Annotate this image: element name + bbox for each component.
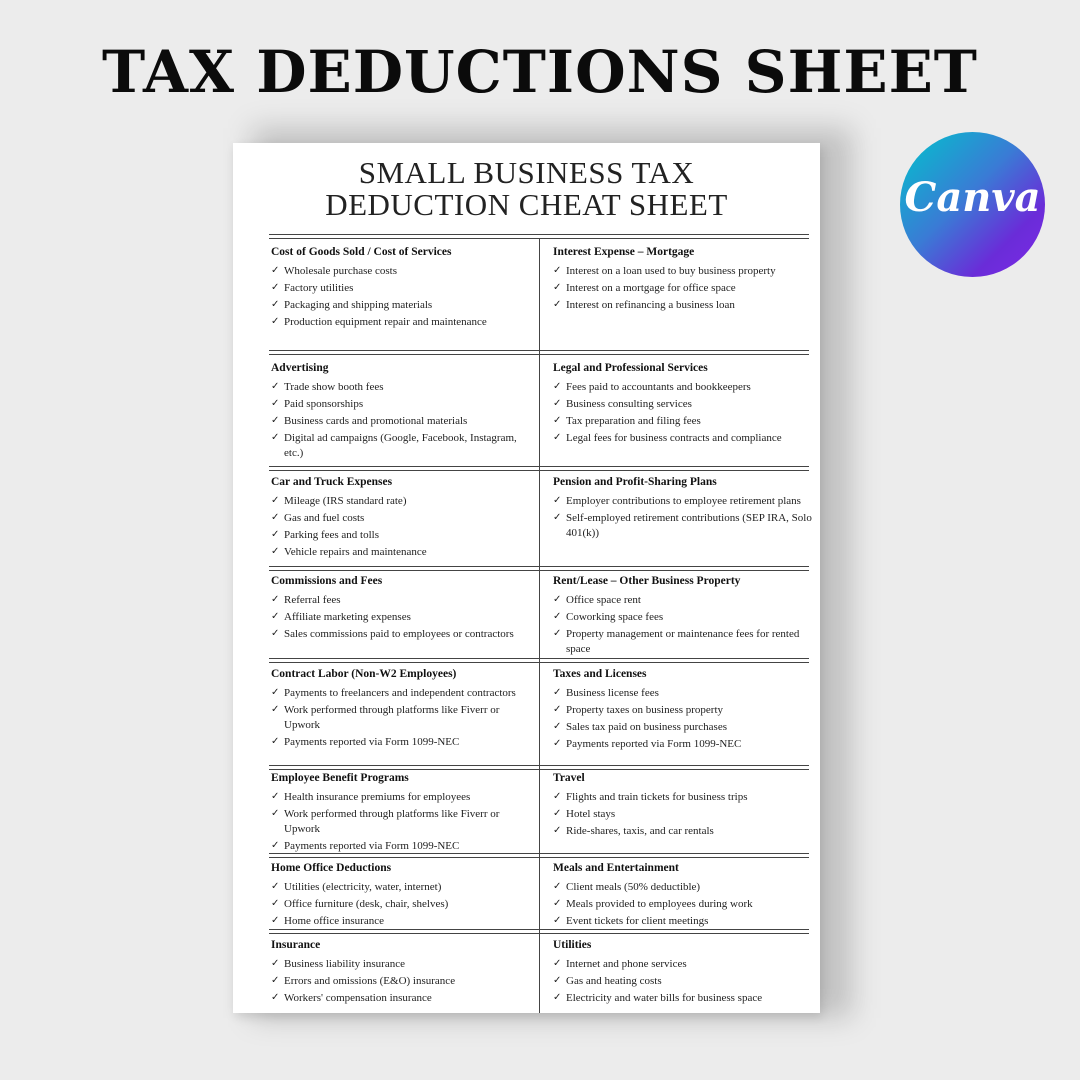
list-item — [271, 511, 533, 526]
section-heading: Meals and Entertainment — [553, 862, 679, 874]
check-icon: ✓ — [553, 594, 562, 605]
list-item-text: Affiliate marketing expenses — [284, 611, 411, 623]
section-interest-expense — [553, 246, 815, 315]
section-legal-professional — [553, 362, 815, 448]
deduction-list — [553, 880, 815, 929]
list-item-text: Business cards and promotional materials — [284, 415, 468, 427]
list-item-text: Workers' compensation insurance — [284, 992, 432, 1004]
list-item — [271, 735, 533, 750]
check-icon: ✓ — [271, 265, 280, 276]
list-item — [271, 627, 533, 642]
section-heading: Car and Truck Expenses — [271, 476, 393, 488]
list-item-text: Office furniture (desk, chair, shelves) — [284, 898, 449, 910]
deduction-list — [271, 686, 533, 749]
section-utilities — [553, 939, 815, 1008]
list-item — [553, 880, 815, 895]
list-item-text: Parking fees and tolls — [284, 529, 380, 541]
list-item — [271, 281, 533, 296]
list-item-text: Business consulting services — [566, 398, 692, 410]
section-home-office — [271, 862, 533, 931]
section-heading: Home Office Deductions — [271, 862, 392, 874]
check-icon: ✓ — [553, 881, 562, 892]
section-car-truck — [271, 476, 533, 562]
list-item-text: Electricity and water bills for business space — [566, 992, 763, 1004]
list-item-text: Hotel stays — [566, 808, 616, 820]
section-heading: Contract Labor (Non-W2 Employees) — [271, 668, 457, 680]
section-advertising — [271, 362, 533, 463]
deduction-list — [271, 593, 533, 642]
check-icon: ✓ — [271, 398, 280, 409]
list-item — [553, 914, 815, 929]
section-heading: Pension and Profit-Sharing Plans — [553, 476, 717, 488]
section-travel — [553, 772, 815, 841]
check-icon: ✓ — [553, 791, 562, 802]
section-insurance — [271, 939, 533, 1008]
list-item-text: Home office insurance — [284, 915, 384, 927]
list-item-text: Gas and fuel costs — [284, 512, 365, 524]
list-item — [553, 298, 815, 313]
list-item-text: Client meals (50% deductible) — [566, 881, 701, 893]
row-divider — [269, 466, 809, 471]
list-item-text: Business license fees — [566, 687, 659, 699]
list-item — [553, 593, 815, 608]
check-icon: ✓ — [553, 958, 562, 969]
check-icon: ✓ — [553, 975, 562, 986]
list-item — [271, 380, 533, 395]
section-heading: Interest Expense – Mortgage — [553, 246, 695, 258]
list-item — [271, 897, 533, 912]
list-item-text: Work performed through platforms like Fiverr or Upwork — [284, 704, 500, 731]
list-item — [553, 807, 815, 822]
list-item-text: Tax preparation and filing fees — [566, 415, 701, 427]
sheet-title-line-1: SMALL BUSINESS TAX — [358, 155, 695, 190]
check-icon: ✓ — [271, 415, 280, 426]
section-commissions-fees — [271, 575, 533, 644]
list-item — [553, 380, 815, 395]
list-item-text: Payments to freelancers and independent contractors — [284, 687, 516, 699]
list-item — [271, 315, 533, 330]
section-heading: Legal and Professional Services — [553, 362, 708, 374]
deduction-list — [553, 264, 815, 313]
check-icon: ✓ — [553, 381, 562, 392]
deduction-list — [271, 494, 533, 560]
list-item — [553, 737, 815, 752]
deduction-list — [553, 380, 815, 446]
list-item — [553, 957, 815, 972]
check-icon: ✓ — [271, 687, 280, 698]
check-icon: ✓ — [271, 704, 280, 715]
cheat-sheet-page — [233, 143, 820, 1013]
check-icon: ✓ — [553, 898, 562, 909]
list-item — [271, 991, 533, 1006]
list-item-text: Trade show booth fees — [284, 381, 384, 393]
deduction-list — [271, 880, 533, 929]
list-item — [271, 686, 533, 701]
section-rent-lease — [553, 575, 815, 659]
list-item-text: Payments reported via Form 1099-NEC — [566, 738, 742, 750]
list-item-text: Health insurance premiums for employees — [284, 791, 471, 803]
deduction-list — [553, 494, 815, 540]
check-icon: ✓ — [271, 958, 280, 969]
list-item — [553, 991, 815, 1006]
section-heading: Travel — [553, 772, 585, 784]
list-item — [553, 397, 815, 412]
banner-title: TAX DEDUCTIONS SHEET — [102, 38, 978, 106]
deduction-list — [553, 957, 815, 1006]
list-item-text: Legal fees for business contracts and compliance — [566, 432, 782, 444]
list-item-text: Internet and phone services — [566, 958, 687, 970]
check-icon: ✓ — [553, 299, 562, 310]
section-contract-labor — [271, 668, 533, 752]
check-icon: ✓ — [271, 282, 280, 293]
check-icon: ✓ — [553, 628, 562, 639]
list-item — [553, 264, 815, 279]
list-item-text: Sales tax paid on business purchases — [566, 721, 727, 733]
check-icon: ✓ — [553, 495, 562, 506]
list-item-text: Property management or maintenance fees for rented space — [566, 628, 800, 655]
section-pension-plans — [553, 476, 815, 543]
list-item-text: Production equipment repair and maintenance — [284, 316, 487, 328]
list-item — [553, 790, 815, 805]
section-heading: Cost of Goods Sold / Cost of Services — [271, 246, 452, 258]
check-icon: ✓ — [271, 594, 280, 605]
check-icon: ✓ — [271, 791, 280, 802]
list-item-text: Paid sponsorships — [284, 398, 364, 410]
list-item-text: Interest on a loan used to buy business property — [566, 265, 776, 277]
list-item-text: Coworking space fees — [566, 611, 664, 623]
list-item — [271, 957, 533, 972]
list-item — [553, 281, 815, 296]
check-icon: ✓ — [271, 432, 280, 443]
check-icon: ✓ — [553, 825, 562, 836]
check-icon: ✓ — [553, 808, 562, 819]
check-icon: ✓ — [553, 915, 562, 926]
list-item — [271, 298, 533, 313]
deduction-list — [553, 790, 815, 839]
section-employee-benefits — [271, 772, 533, 856]
canva-logo — [900, 132, 1045, 277]
check-icon: ✓ — [271, 495, 280, 506]
list-item — [271, 703, 533, 732]
list-item — [271, 414, 533, 429]
check-icon: ✓ — [271, 975, 280, 986]
list-item-text: Sales commissions paid to employees or contractors — [284, 628, 514, 640]
list-item-text: Packaging and shipping materials — [284, 299, 433, 311]
list-item-text: Interest on refinancing a business loan — [566, 299, 735, 311]
section-taxes-licenses — [553, 668, 815, 754]
list-item-text: Payments reported via Form 1099-NEC — [284, 735, 460, 748]
list-item — [553, 414, 815, 429]
section-heading: Insurance — [271, 939, 321, 951]
list-item — [553, 686, 815, 701]
check-icon: ✓ — [271, 381, 280, 392]
list-item-text: Interest on a mortgage for office space — [566, 282, 736, 294]
check-icon: ✓ — [553, 721, 562, 732]
row-divider — [269, 765, 809, 770]
list-item-text: Utilities (electricity, water, internet) — [284, 881, 442, 893]
check-icon: ✓ — [553, 738, 562, 749]
list-item-text: Referral fees — [284, 594, 341, 606]
check-icon: ✓ — [553, 398, 562, 409]
list-item — [271, 790, 533, 805]
list-item — [271, 839, 533, 854]
list-item — [553, 720, 815, 735]
list-item — [271, 974, 533, 989]
check-icon: ✓ — [553, 704, 562, 715]
deduction-list — [271, 790, 533, 853]
check-icon: ✓ — [271, 839, 280, 851]
section-heading: Rent/Lease – Other Business Property — [553, 575, 741, 587]
canva-logo-text: Canva — [904, 174, 1041, 221]
list-item — [271, 807, 533, 836]
list-item — [271, 264, 533, 279]
section-heading: Commissions and Fees — [271, 575, 383, 587]
deduction-list — [553, 686, 815, 752]
check-icon: ✓ — [271, 611, 280, 622]
list-item-text: Factory utilities — [284, 282, 354, 294]
list-item — [271, 914, 533, 929]
list-item-text: Flights and train tickets for business trips — [566, 791, 748, 803]
list-item-text: Mileage (IRS standard rate) — [284, 495, 407, 507]
check-icon: ✓ — [553, 687, 562, 698]
list-item-text: Employer contributions to employee retirement plans — [566, 495, 801, 507]
list-item — [271, 610, 533, 625]
list-item — [271, 528, 533, 543]
list-item-text: Office space rent — [566, 594, 641, 606]
list-item-text: Digital ad campaigns (Google, Facebook, Instagram, etc.) — [284, 432, 517, 459]
check-icon: ✓ — [271, 735, 280, 747]
list-item — [553, 431, 815, 446]
list-item-text: Wholesale purchase costs — [284, 265, 398, 277]
list-item — [553, 824, 815, 839]
list-item — [271, 545, 533, 560]
row-divider — [269, 658, 809, 663]
deduction-list — [271, 957, 533, 1006]
check-icon: ✓ — [271, 992, 280, 1003]
check-icon: ✓ — [271, 808, 280, 819]
check-icon: ✓ — [271, 529, 280, 540]
list-item-text: Property taxes on business property — [566, 704, 724, 716]
list-item-text: Ride-shares, taxis, and car rentals — [566, 825, 714, 837]
list-item-text: Business liability insurance — [284, 958, 405, 970]
list-item-text: Meals provided to employees during work — [566, 898, 753, 910]
list-item — [553, 627, 815, 656]
list-item-text: Work performed through platforms like Fiverr or Upwork — [284, 808, 500, 835]
section-cost-of-goods — [271, 246, 533, 332]
sheet-title — [233, 157, 820, 221]
deduction-list — [271, 380, 533, 460]
list-item-text: Payments reported via Form 1099-NEC — [284, 839, 460, 852]
list-item — [553, 897, 815, 912]
check-icon: ✓ — [271, 512, 280, 523]
list-item — [553, 703, 815, 718]
check-icon: ✓ — [271, 898, 280, 909]
row-divider — [269, 566, 809, 571]
check-icon: ✓ — [553, 432, 562, 443]
check-icon: ✓ — [271, 546, 280, 557]
check-icon: ✓ — [553, 415, 562, 426]
check-icon: ✓ — [553, 282, 562, 293]
sheet-title-line-2: DEDUCTION CHEAT SHEET — [325, 187, 728, 222]
list-item-text: Fees paid to accountants and bookkeepers — [566, 381, 751, 393]
list-item — [271, 880, 533, 895]
check-icon: ✓ — [553, 265, 562, 276]
check-icon: ✓ — [553, 992, 562, 1003]
list-item — [271, 593, 533, 608]
list-item-text: Self-employed retirement contributions (SEP IRA, Solo 401(k)) — [566, 512, 812, 539]
list-item — [271, 397, 533, 412]
list-item-text: Gas and heating costs — [566, 975, 662, 987]
list-item — [553, 610, 815, 625]
section-meals-entertainment — [553, 862, 815, 931]
list-item-text: Event tickets for client meetings — [566, 915, 709, 927]
check-icon: ✓ — [271, 628, 280, 639]
list-item-text: Vehicle repairs and maintenance — [284, 546, 427, 558]
check-icon: ✓ — [271, 881, 280, 892]
deduction-list — [271, 264, 533, 330]
check-icon: ✓ — [271, 915, 280, 926]
section-heading: Utilities — [553, 939, 592, 951]
row-divider — [269, 350, 809, 355]
list-item — [553, 494, 815, 509]
check-icon: ✓ — [553, 512, 562, 523]
check-icon: ✓ — [553, 611, 562, 622]
list-item — [271, 431, 533, 460]
list-item — [553, 974, 815, 989]
list-item-text: Errors and omissions (E&O) insurance — [284, 975, 456, 987]
deduction-list — [553, 593, 815, 656]
list-item — [271, 494, 533, 509]
section-heading: Advertising — [271, 362, 329, 374]
check-icon: ✓ — [271, 299, 280, 310]
section-heading: Employee Benefit Programs — [271, 772, 409, 784]
list-item — [553, 511, 815, 540]
section-heading: Taxes and Licenses — [553, 668, 647, 680]
check-icon: ✓ — [271, 316, 280, 327]
